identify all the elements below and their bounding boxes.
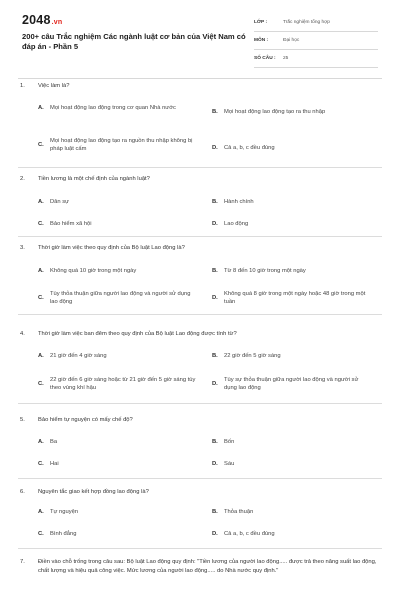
option-6c[interactable]	[38, 530, 198, 538]
option-1b[interactable]	[212, 108, 372, 116]
question-number: 6.	[20, 489, 25, 495]
option-text: Mọi hoạt động lao động tạo ra thu nhập	[224, 109, 326, 115]
meta-label: SỐ CÂU :	[254, 56, 276, 61]
option-text: 22 giờ đến 6 giờ sáng hoặc từ 21 giờ đến 5 giờ sáng tùy theo vùng khí hậu	[50, 377, 196, 392]
option-letter: A.	[38, 105, 44, 111]
option-letter: D.	[212, 145, 218, 151]
question-5	[20, 416, 382, 425]
option-5d[interactable]	[212, 460, 372, 468]
question-number: 4.	[20, 331, 25, 337]
option-text: 22 giờ đến 5 giờ sáng	[224, 353, 281, 359]
option-text: Tùy sự thỏa thuận giữa người lao động và người sử dụng lao động	[224, 377, 359, 392]
option-6d[interactable]	[212, 530, 372, 538]
meta-value: 25	[283, 56, 289, 61]
option-3c[interactable]	[38, 290, 198, 307]
option-letter: D.	[212, 531, 218, 537]
question-body: Tiền lương là một chế định của ngành luật?	[38, 176, 150, 182]
question-separator	[18, 314, 382, 315]
meta-row-count	[254, 50, 378, 68]
option-1c[interactable]	[38, 137, 198, 154]
option-text: Hành chính	[224, 199, 254, 205]
option-letter: B.	[212, 109, 218, 115]
option-letter: B.	[212, 353, 218, 359]
question-separator	[18, 236, 382, 237]
option-1a[interactable]	[38, 104, 198, 112]
option-4b[interactable]	[212, 352, 372, 360]
option-6b[interactable]	[212, 508, 372, 516]
option-1d[interactable]	[212, 144, 372, 152]
option-letter: A.	[38, 353, 44, 359]
option-letter: C.	[38, 221, 44, 227]
option-letter: D.	[212, 221, 218, 227]
option-4a[interactable]	[38, 352, 198, 360]
option-letter: D.	[212, 381, 218, 388]
question-body: Thời giờ làm việc theo quy định của Bộ luật Lao động là?	[38, 245, 185, 251]
option-text: Không quá 8 giờ trong một ngày hoặc 48 giờ trong một tuần	[224, 291, 366, 306]
question-4	[20, 330, 382, 339]
option-letter: C.	[38, 142, 44, 149]
option-letter: B.	[212, 268, 218, 274]
option-5b[interactable]	[212, 438, 372, 446]
option-letter: C.	[38, 295, 44, 302]
option-letter: A.	[38, 199, 44, 205]
option-letter: B.	[212, 199, 218, 205]
question-number: 1.	[20, 83, 25, 89]
question-number: 2.	[20, 176, 25, 182]
option-letter: B.	[212, 439, 218, 445]
option-2a[interactable]	[38, 198, 198, 206]
question-text	[20, 175, 382, 184]
option-text: Cả a, b, c đều đúng	[224, 531, 275, 537]
option-text: Dân sự	[50, 199, 70, 205]
option-2c[interactable]	[38, 220, 198, 228]
question-text	[20, 244, 382, 253]
question-body: Điền vào chỗ trống trong câu sau: Bộ luật Lao động quy định: "Tiền lương của người lao động..... được trả theo năng suất lao động, chất lượng và hiệu quả công việc. Mức lương của người lao động..... do Nhà nước quy định."	[38, 559, 377, 574]
document-title: 200+ câu Trắc nghiệm Các ngành luật cơ bản của Việt Nam có đáp án - Phần 5	[22, 32, 246, 52]
question-6	[20, 488, 382, 497]
option-letter: C.	[38, 531, 44, 537]
option-3a[interactable]	[38, 267, 198, 275]
question-1	[20, 82, 382, 91]
option-letter: C.	[38, 461, 44, 467]
question-7	[20, 558, 382, 575]
option-letter: A.	[38, 509, 44, 515]
header-divider	[18, 78, 382, 79]
question-separator	[18, 403, 382, 404]
meta-value: Trắc nghiệm tổng hợp	[283, 20, 330, 25]
option-3b[interactable]	[212, 267, 372, 275]
option-text: Bình đẳng	[50, 531, 77, 537]
option-2d[interactable]	[212, 220, 372, 228]
option-letter: A.	[38, 268, 44, 274]
question-body: Bảo hiểm tự nguyện có mấy chế độ?	[38, 417, 133, 423]
question-text	[20, 488, 382, 497]
option-4c[interactable]	[38, 376, 198, 393]
option-5a[interactable]	[38, 438, 198, 446]
option-2b[interactable]	[212, 198, 372, 206]
option-text: Ba	[50, 439, 58, 445]
logo-text: 2048	[22, 13, 51, 27]
question-text	[20, 330, 382, 339]
option-text: Cả a, b, c đều đúng	[224, 145, 275, 151]
question-body: Việc làm là?	[38, 83, 70, 89]
meta-row-subject	[254, 32, 378, 50]
option-text: Bốn	[224, 439, 235, 445]
option-text: Tự nguyện	[50, 509, 79, 515]
question-3	[20, 244, 382, 253]
meta-label: LỚP :	[254, 20, 268, 25]
question-2	[20, 175, 382, 184]
option-5c[interactable]	[38, 460, 198, 468]
question-separator	[18, 548, 382, 549]
question-number: 3.	[20, 245, 25, 251]
meta-label: MÔN :	[254, 38, 269, 43]
option-text: 21 giờ đến 4 giờ sáng	[50, 353, 107, 359]
option-letter: A.	[38, 439, 44, 445]
option-text: Tùy thỏa thuận giữa người lao động và người sử dụng lao động	[50, 291, 191, 306]
question-number: 5.	[20, 417, 25, 423]
option-text: Mọi hoạt động lao động tạo ra nguồn thu nhập không bị pháp luật cấm	[50, 138, 193, 153]
option-text: Không quá 10 giờ trong một ngày	[50, 268, 137, 274]
question-separator	[18, 167, 382, 168]
option-letter: D.	[212, 295, 218, 302]
option-letter: C.	[38, 381, 44, 388]
meta-value: Đại học	[283, 38, 300, 43]
question-text	[20, 558, 382, 575]
meta-info	[254, 14, 378, 68]
option-text: Từ 8 đến 10 giờ trong một ngày	[224, 268, 306, 274]
logo-suffix: .vn	[51, 19, 63, 26]
option-letter: B.	[212, 509, 218, 515]
meta-row-class	[254, 14, 378, 32]
question-separator	[18, 478, 382, 479]
question-text	[20, 82, 382, 91]
question-body: Nguyên tắc giao kết hợp đồng lao động là?	[38, 489, 149, 495]
option-letter: D.	[212, 461, 218, 467]
option-text: Sáu	[224, 461, 235, 467]
option-text: Mọi hoạt động lao động trong cơ quan Nhà nước	[50, 105, 176, 111]
site-logo[interactable]	[22, 13, 62, 27]
option-text: Thỏa thuận	[224, 509, 254, 515]
option-text: Bảo hiểm xã hội	[50, 221, 92, 227]
question-body: Thời giờ làm việc ban đêm theo quy định của Bộ luật Lao động được tính từ?	[38, 331, 237, 337]
option-text: Hai	[50, 461, 59, 467]
option-3d[interactable]	[212, 290, 372, 307]
option-6a[interactable]	[38, 508, 198, 516]
option-text: Lao động	[224, 221, 249, 227]
question-number: 7.	[20, 559, 25, 565]
question-text	[20, 416, 382, 425]
option-4d[interactable]	[212, 376, 372, 393]
